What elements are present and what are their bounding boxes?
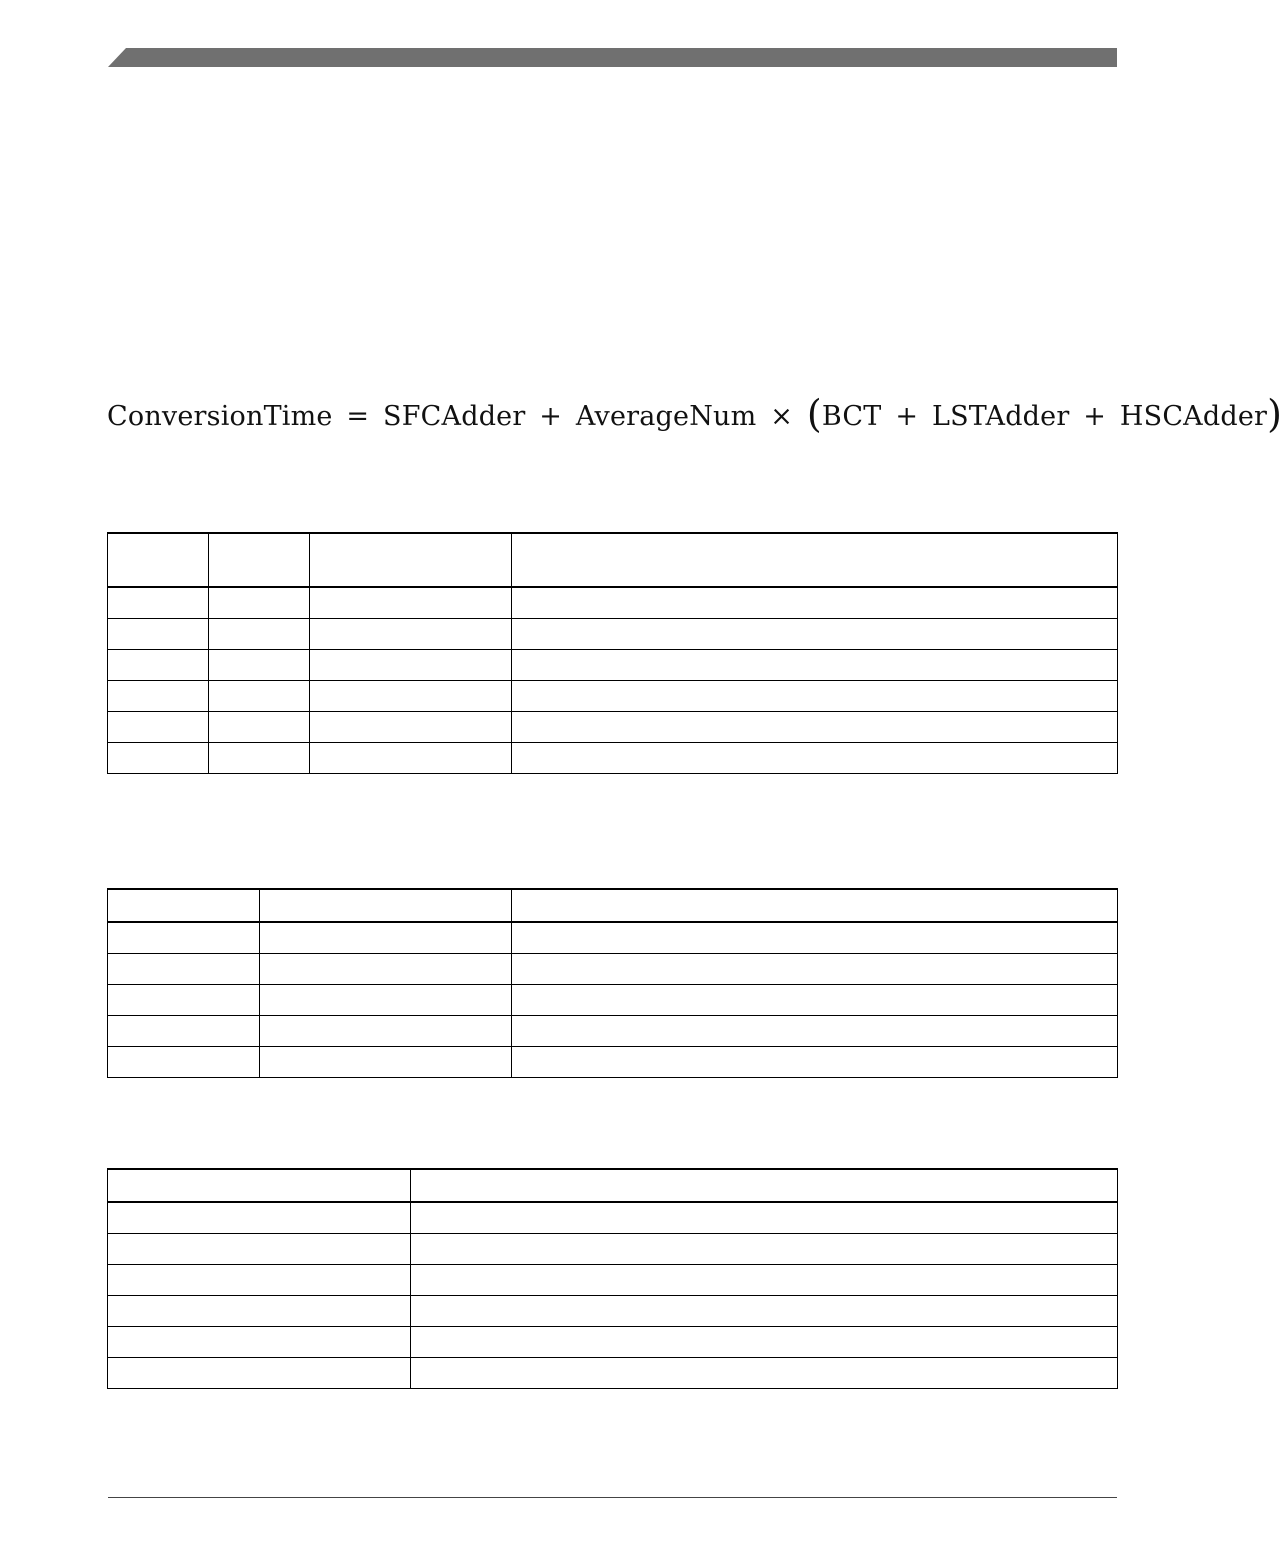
table-cell [310,743,512,774]
table-cell [310,619,512,650]
table-header-row [108,1169,1118,1202]
table-cell [108,650,209,681]
table-row [108,985,1118,1016]
table-cell [411,1202,1118,1234]
table-2 [107,888,1118,1078]
table-cell [512,922,1118,954]
table-cell [310,681,512,712]
table-cell [512,587,1118,619]
table-row [108,587,1118,619]
conversion-time-formula [107,392,1282,436]
table-row [108,1016,1118,1047]
table-header-cell [108,533,209,587]
table-cell [260,985,512,1016]
table-cell [411,1265,1118,1296]
table-cell [108,743,209,774]
formula-term-bct: BCT [821,401,882,432]
table-cell [108,1358,411,1389]
table-cell [108,922,260,954]
table-row [108,1047,1118,1078]
table-row [108,1327,1118,1358]
footer-divider [108,1497,1117,1498]
formula-times: × [770,401,794,432]
page-header-bar [108,48,1117,67]
table-row [108,1265,1118,1296]
table-row [108,650,1118,681]
table-cell [209,619,310,650]
table-cell [108,1234,411,1265]
table-header-cell [512,889,1118,922]
table-row [108,681,1118,712]
table-cell [411,1234,1118,1265]
table-3 [107,1168,1118,1389]
table-header-row [108,889,1118,922]
table-cell [512,712,1118,743]
table-row [108,1234,1118,1265]
table-header-cell [108,889,260,922]
formula-plus: + [1083,401,1107,432]
table-cell [512,1047,1118,1078]
formula-term-sfcadder: SFCAdder [383,401,526,432]
table-cell [512,743,1118,774]
table-cell [209,650,310,681]
table-cell [512,650,1118,681]
table-cell [209,681,310,712]
table-cell [108,1265,411,1296]
table-cell [512,619,1118,650]
table-cell [108,1047,260,1078]
table-cell [108,1202,411,1234]
table-cell [512,681,1118,712]
formula-plus: + [539,401,563,432]
table-row [108,1296,1118,1327]
table-cell [108,1327,411,1358]
formula-right-paren: ) [1267,392,1282,436]
table-header-cell [209,533,310,587]
table-header-cell [310,533,512,587]
table-row [108,619,1118,650]
table-cell [310,587,512,619]
table-cell [209,587,310,619]
table-cell [108,1016,260,1047]
table-cell [512,1016,1118,1047]
table-cell [512,954,1118,985]
table-cell [108,985,260,1016]
table-cell [310,712,512,743]
table-header-cell [108,1169,411,1202]
table-cell [411,1358,1118,1389]
table-row [108,1358,1118,1389]
formula-term-hscadder: HSCAdder [1119,401,1268,432]
table-cell [209,743,310,774]
table-header-cell [260,889,512,922]
table-header-cell [512,533,1118,587]
table-row [108,922,1118,954]
table-cell [108,954,260,985]
table-cell [260,954,512,985]
table-1 [107,532,1118,774]
table-row [108,743,1118,774]
table-cell [411,1296,1118,1327]
table-cell [260,1047,512,1078]
table-header-row [108,533,1118,587]
table-row [108,712,1118,743]
formula-term-averagenum: AverageNum [575,401,757,432]
formula-lhs: ConversionTime [107,401,333,432]
formula-plus: + [895,401,919,432]
formula-equals: = [346,401,370,432]
table-row [108,954,1118,985]
table-cell [108,587,209,619]
table-cell [108,712,209,743]
table-cell [260,1016,512,1047]
formula-term-lstadder: LSTAdder [931,401,1070,432]
table-cell [108,619,209,650]
table-cell [411,1327,1118,1358]
header-bar-shape [108,48,1117,67]
table-header-cell [411,1169,1118,1202]
table-cell [209,712,310,743]
table-cell [108,1296,411,1327]
formula-left-paren: ( [806,392,822,436]
table-cell [310,650,512,681]
table-cell [260,922,512,954]
table-cell [512,985,1118,1016]
table-cell [108,681,209,712]
table-row [108,1202,1118,1234]
